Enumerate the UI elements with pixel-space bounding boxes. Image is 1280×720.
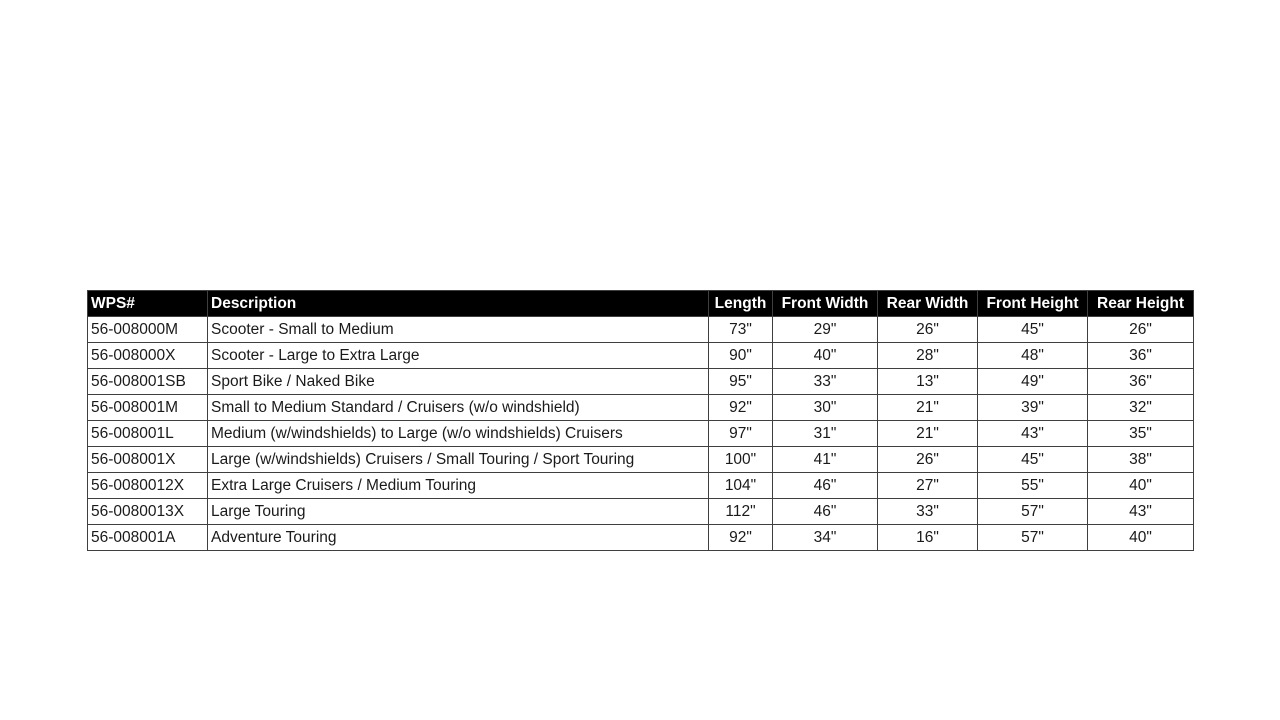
table-row: [88, 369, 1194, 395]
cell-front_width: 40": [773, 343, 878, 369]
table-row: [88, 473, 1194, 499]
cell-rear_height: 38": [1088, 447, 1194, 473]
cell-rear_width: 26": [878, 447, 978, 473]
cell-front_height: 43": [978, 421, 1088, 447]
cell-rear_width: 28": [878, 343, 978, 369]
cell-front_height: 48": [978, 343, 1088, 369]
cell-description: Scooter - Small to Medium: [208, 317, 709, 343]
table-body: [88, 317, 1194, 551]
cell-length: 97": [709, 421, 773, 447]
cell-description: Large (w/windshields) Cruisers / Small Touring / Sport Touring: [208, 447, 709, 473]
cell-front_width: 34": [773, 525, 878, 551]
column-header-front_width: Front Width: [773, 291, 878, 317]
column-header-length: Length: [709, 291, 773, 317]
cell-front_height: 39": [978, 395, 1088, 421]
motorcycle-cover-size-table: [87, 290, 1194, 551]
table-row: [88, 499, 1194, 525]
cell-front_height: 45": [978, 447, 1088, 473]
cell-description: Extra Large Cruisers / Medium Touring: [208, 473, 709, 499]
cell-front_height: 49": [978, 369, 1088, 395]
cell-rear_width: 26": [878, 317, 978, 343]
cell-rear_width: 21": [878, 421, 978, 447]
cell-wps: 56-008001X: [88, 447, 208, 473]
cell-front_height: 55": [978, 473, 1088, 499]
cell-length: 90": [709, 343, 773, 369]
column-header-rear_height: Rear Height: [1088, 291, 1194, 317]
cell-rear_width: 16": [878, 525, 978, 551]
cell-front_width: 41": [773, 447, 878, 473]
cell-front_width: 46": [773, 499, 878, 525]
cell-length: 100": [709, 447, 773, 473]
table-row: [88, 317, 1194, 343]
cell-description: Medium (w/windshields) to Large (w/o windshields) Cruisers: [208, 421, 709, 447]
cell-length: 104": [709, 473, 773, 499]
cell-front_height: 45": [978, 317, 1088, 343]
cell-wps: 56-008001M: [88, 395, 208, 421]
cell-rear_width: 33": [878, 499, 978, 525]
column-header-rear_width: Rear Width: [878, 291, 978, 317]
cell-front_width: 31": [773, 421, 878, 447]
table-header-row: [88, 291, 1194, 317]
cell-front_width: 46": [773, 473, 878, 499]
cell-rear_height: 36": [1088, 369, 1194, 395]
cell-description: Small to Medium Standard / Cruisers (w/o windshield): [208, 395, 709, 421]
cell-length: 92": [709, 395, 773, 421]
cell-front_height: 57": [978, 499, 1088, 525]
table-row: [88, 447, 1194, 473]
cell-length: 95": [709, 369, 773, 395]
column-header-front_height: Front Height: [978, 291, 1088, 317]
cell-wps: 56-008001A: [88, 525, 208, 551]
cell-rear_width: 21": [878, 395, 978, 421]
cell-front_width: 29": [773, 317, 878, 343]
cell-wps: 56-0080013X: [88, 499, 208, 525]
cell-front_width: 30": [773, 395, 878, 421]
cell-length: 92": [709, 525, 773, 551]
column-header-description: Description: [208, 291, 709, 317]
cell-rear_width: 27": [878, 473, 978, 499]
cell-rear_height: 40": [1088, 473, 1194, 499]
cell-rear_height: 36": [1088, 343, 1194, 369]
cell-length: 73": [709, 317, 773, 343]
cell-wps: 56-008000M: [88, 317, 208, 343]
table-row: [88, 395, 1194, 421]
cell-rear_height: 26": [1088, 317, 1194, 343]
cell-rear_height: 32": [1088, 395, 1194, 421]
cell-description: Scooter - Large to Extra Large: [208, 343, 709, 369]
cell-rear_width: 13": [878, 369, 978, 395]
cell-wps: 56-0080012X: [88, 473, 208, 499]
cell-front_height: 57": [978, 525, 1088, 551]
cell-wps: 56-008001L: [88, 421, 208, 447]
cell-description: Large Touring: [208, 499, 709, 525]
cell-front_width: 33": [773, 369, 878, 395]
cell-description: Adventure Touring: [208, 525, 709, 551]
cell-rear_height: 43": [1088, 499, 1194, 525]
cell-wps: 56-008000X: [88, 343, 208, 369]
cell-rear_height: 35": [1088, 421, 1194, 447]
cell-description: Sport Bike / Naked Bike: [208, 369, 709, 395]
cell-wps: 56-008001SB: [88, 369, 208, 395]
table-row: [88, 421, 1194, 447]
table-row: [88, 525, 1194, 551]
table-row: [88, 343, 1194, 369]
cell-length: 112": [709, 499, 773, 525]
cell-rear_height: 40": [1088, 525, 1194, 551]
column-header-wps: WPS#: [88, 291, 208, 317]
